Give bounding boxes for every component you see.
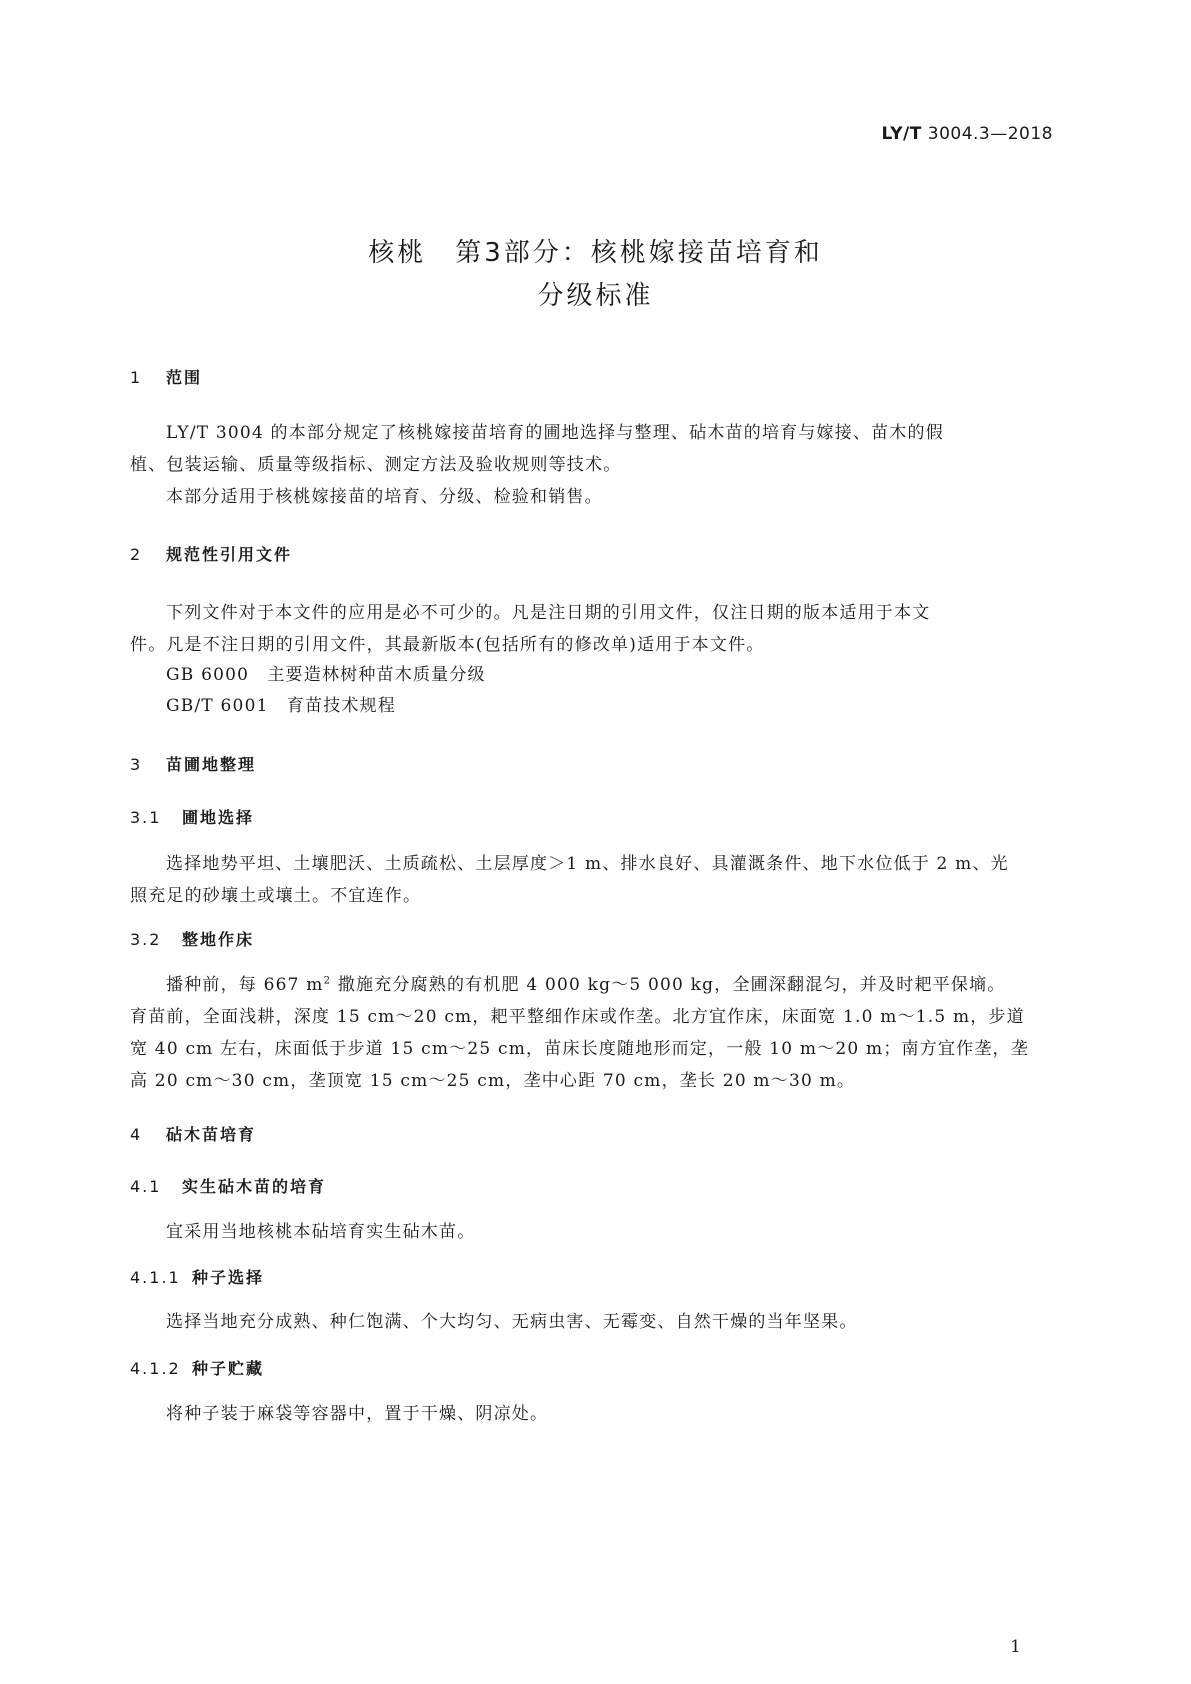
standard-code: 3004.3—2018 <box>927 124 1053 144</box>
section-heading-2 <box>130 542 292 565</box>
section-heading-3 <box>130 752 256 775</box>
section-number: 1 <box>130 368 143 387</box>
section-number: 3.2 <box>130 930 162 949</box>
superscript: 2 <box>323 975 332 987</box>
text-run: 撒施充分腐熟的有机肥 4 000 kg～5 000 kg，全圃深翻混匀，并及时耙平保墒。 <box>331 975 1006 995</box>
section-number: 4.1.1 <box>130 1268 181 1287</box>
paragraph-line: 宽 40 cm 左右，床面低于步道 15 cm～25 cm，苗床长度随地形而定，一般 10 m～20 m；南方宜作垄，垄 <box>130 1039 1029 1059</box>
paragraph-line: 植、包装运输、质量等级指标、测定方法及验收规则等技术。 <box>130 455 622 475</box>
section-title: 苗圃地整理 <box>166 755 257 774</box>
paragraph-line: 件。凡是不注日期的引用文件，其最新版本(包括所有的修改单)适用于本文件。 <box>130 635 765 655</box>
paragraph-line: 照充足的砂壤土或壤土。不宜连作。 <box>130 886 422 906</box>
paragraph-line: 将种子装于麻袋等容器中，置于干燥、阴凉处。 <box>166 1404 549 1424</box>
section-title: 整地作床 <box>182 930 255 949</box>
section-number: 4.1 <box>130 1177 162 1196</box>
document-title-line1: 核桃 第3部分：核桃嫁接苗培育和 <box>368 238 823 268</box>
section-heading-3-2 <box>130 927 254 950</box>
paragraph-line <box>166 970 1005 995</box>
section-heading-4-1-1 <box>130 1265 264 1288</box>
document-title-line2: 分级标准 <box>537 281 654 311</box>
standard-prefix: LY/T <box>881 124 922 144</box>
paragraph-line: 选择当地充分成熟、种仁饱满、个大均匀、无病虫害、无霉变、自然干燥的当年坚果。 <box>166 1312 858 1332</box>
paragraph-line: 宜采用当地核桃本砧培育实生砧木苗。 <box>166 1222 476 1242</box>
reference-gbt6001: GB/T 6001 育苗技术规程 <box>166 696 397 716</box>
section-number: 4.1.2 <box>130 1359 181 1378</box>
section-heading-1 <box>130 365 202 388</box>
paragraph-line: 高 20 cm～30 cm，垄顶宽 15 cm～25 cm，垄中心距 70 cm，垄长 20 m～30 m。 <box>130 1071 856 1091</box>
section-title: 砧木苗培育 <box>166 1125 257 1144</box>
paragraph-line: 本部分适用于核桃嫁接苗的培育、分级、检验和销售。 <box>166 487 603 507</box>
section-title: 规范性引用文件 <box>166 545 293 564</box>
reference-gb6000: GB 6000 主要造林树种苗木质量分级 <box>166 665 486 685</box>
section-heading-4 <box>130 1122 256 1145</box>
section-heading-4-1 <box>130 1174 326 1197</box>
paragraph-line: LY/T 3004 的本部分规定了核桃嫁接苗培育的圃地选择与整理、砧木苗的培育与嫁接、苗木的假 <box>166 423 944 443</box>
standard-number <box>882 124 1053 144</box>
paragraph-line: 选择地势平坦、土壤肥沃、土质疏松、土层厚度＞1 m、排水良好、具灌溉条件、地下水位低于 2 m、光 <box>166 854 1009 874</box>
section-title: 实生砧木苗的培育 <box>182 1177 327 1196</box>
section-number: 2 <box>130 545 143 564</box>
section-title: 种子贮藏 <box>192 1359 265 1378</box>
section-number: 4 <box>130 1125 143 1144</box>
section-number: 3 <box>130 755 143 774</box>
paragraph-line: 下列文件对于本文件的应用是必不可少的。凡是注日期的引用文件，仅注日期的版本适用于本文 <box>166 603 931 623</box>
page-number: 1 <box>1010 1637 1021 1657</box>
section-heading-3-1 <box>130 805 254 828</box>
section-heading-4-1-2 <box>130 1356 264 1379</box>
section-title: 圃地选择 <box>182 808 255 827</box>
paragraph-line: 育苗前，全面浅耕，深度 15 cm～20 cm，耙平整细作床或作垄。北方宜作床，床面宽 1.0 m～1.5 m，步道 <box>130 1007 1025 1027</box>
section-title: 范围 <box>166 368 203 387</box>
section-number: 3.1 <box>130 808 162 827</box>
section-title: 种子选择 <box>192 1268 265 1287</box>
text-run: 播种前，每 667 m <box>166 975 324 995</box>
